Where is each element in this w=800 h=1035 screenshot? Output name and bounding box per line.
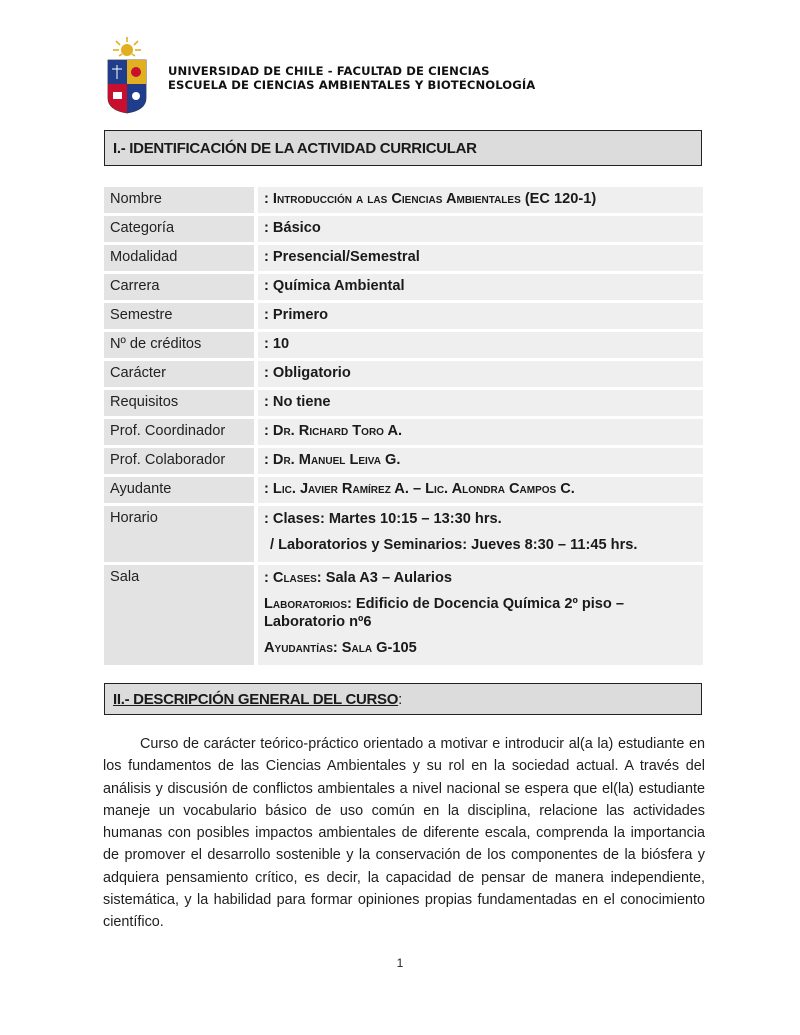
label-ayudante: Ayudante [104,477,254,503]
sala-ayudantias: Ayudantías: Sala G-105 [264,640,417,656]
shield-icon [108,60,146,113]
label-modalidad: Modalidad [104,245,254,271]
table-row-modalidad [104,245,703,271]
label-creditos: Nº de créditos [104,332,254,358]
value-modalidad: : Presencial/Semestral [258,245,703,271]
label-sala: Sala [104,565,254,665]
table-row-nombre [104,187,703,213]
label-colaborador: Prof. Colaborador [104,448,254,474]
table-row-colaborador [104,448,703,474]
table-row-coordinador [104,419,703,445]
label-semestre: Semestre [104,303,254,329]
value-carrera: : Química Ambiental [258,274,703,300]
table-row-sala [104,565,703,665]
table-row-categoria [104,216,703,242]
sala-laboratorios: Laboratorios: Edificio de Docencia Química 2º piso – Laboratorio nº6 [264,596,625,630]
value-semestre: : Primero [258,303,703,329]
value-coordinador: : Dr. Richard Toro A. [258,419,703,445]
label-categoria: Categoría [104,216,254,242]
value-ayudante: : Lic. Javier Ramírez A. – Lic. Alondra Campos C. [258,477,703,503]
value-nombre: : Introducción a las Ciencias Ambientales (EC 120-1) [258,187,703,213]
section-2-heading [104,683,702,715]
value-requisitos: : No tiene [258,390,703,416]
page-number: 1 [396,956,404,970]
section-2-title: II.- DESCRIPCIÓN GENERAL DEL CURSO [113,690,399,708]
label-requisitos: Requisitos [104,390,254,416]
label-carrera: Carrera [104,274,254,300]
table-row-carrera [104,274,703,300]
label-nombre: Nombre [104,187,254,213]
course-description [103,733,705,934]
table-row-horario [104,506,703,562]
label-coordinador: Prof. Coordinador [104,419,254,445]
value-caracter: : Obligatorio [258,361,703,387]
horario-line-1: : Clases: Martes 10:15 – 13:30 hrs. [264,511,502,527]
header-line-1: UNIVERSIDAD DE CHILE - FACULTAD DE CIENCIAS [168,64,490,78]
sala-clases: : Clases: Sala A3 – Aularios [264,570,452,586]
value-horario [258,506,703,562]
table-row-creditos [104,332,703,358]
value-colaborador: : Dr. Manuel Leiva G. [258,448,703,474]
section-2-suffix: : [398,690,402,708]
table-row-requisitos [104,390,703,416]
value-creditos: : 10 [258,332,703,358]
label-horario: Horario [104,506,254,562]
value-sala [258,565,703,665]
section-1-title: I.- IDENTIFICACIÓN DE LA ACTIVIDAD CURRICULAR [113,139,477,157]
university-logo [105,36,149,114]
table-row-ayudante [104,477,703,503]
sun-icon [113,37,141,56]
value-categoria: : Básico [258,216,703,242]
table-row-caracter [104,361,703,387]
section-1-heading [104,130,702,166]
header-line-2: ESCUELA DE CIENCIAS AMBIENTALES Y BIOTECNOLOGÍA [168,78,536,92]
institution-header [168,64,535,92]
table-row-semestre [104,303,703,329]
description-text: Curso de carácter teórico-práctico orientado a motivar e introducir al(a la) estudiante en los fundamentos de las Ciencias Ambientales y su rol en la sociedad actual. A través del análisis y discusión de conflictos ambientales a nivel nacional se espera que el(la) estudiante maneje un vocabulario básico de uso común en la disciplina, relacione las actividades humanas con posibles impactos ambientales de diferente escala, comprenda la importancia de promover el desarrollo sostenible y la conservación de los componentes de la biósfera y adquiera pensamiento crítico, es decir, la capacidad de pensar de manera independiente, sistemática, y la habilidad para formar opiniones propias fundamentadas en el conocimiento científico. [103,736,705,931]
horario-line-2: / Laboratorios y Seminarios: Jueves 8:30 – 11:45 hrs. [270,537,638,553]
label-caracter: Carácter [104,361,254,387]
course-info-table [104,184,703,668]
